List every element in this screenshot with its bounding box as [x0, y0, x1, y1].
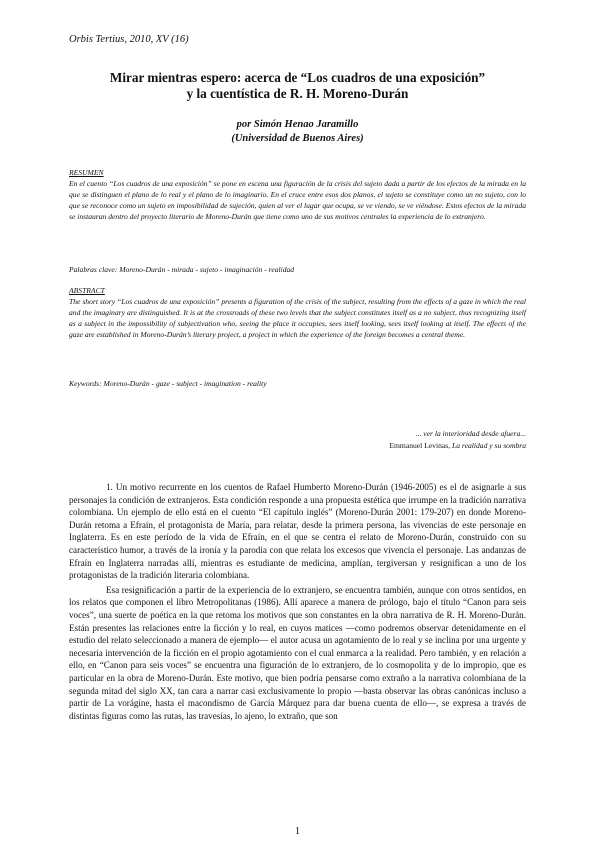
article-title — [69, 70, 526, 102]
resumen-block — [69, 168, 526, 223]
epigraph — [226, 428, 526, 452]
author-block — [69, 118, 526, 146]
paragraph-1: 1. Un motivo recurrente en los cuentos de Rafael Humberto Moreno-Durán (1946-2005) es el de asignarle a sus personajes la condición de extranjeros. Esta condición responde a una propuesta estética que irrumpe en la tradición narrativa colombiana. Un ejemplo de ello está en el cuento “El capítulo inglés” (Moreno-Durán 2001: 179-207) en donde Moreno-Durán retoma a Efraín, el protagonista de María, para relatar, desde la primera persona, las vivencias de este personaje en Inglaterra. Es en este período de la vida de Efraín, en el que se centra el relato de Moreno-Durán, construido con su característico humor, a través de la ironía y la parodia con que relata los excesos que vivencia el personaje. Las andanzas de Efraín en Inglaterra narradas allí, mientras es estudiante de medicina, amplían, tergiversan y resignifican a uno de los protagonistas de la tradición literaria colombiana. — [69, 482, 526, 581]
body-text — [69, 481, 526, 722]
title-line-1: Mirar mientras espero: acerca de “Los cuadros de una exposición” — [109, 70, 486, 85]
abstract-block — [69, 286, 526, 341]
epigraph-quote: ... ver la interioridad desde afuera... — [415, 429, 526, 438]
epigraph-author: Emmanuel Levinas, — [389, 441, 453, 450]
epigraph-work: La realidad y su sombra — [452, 441, 526, 450]
page-number: 1 — [294, 826, 301, 837]
author-name: por Simón Henao Jaramillo — [236, 119, 359, 130]
paragraph-2: Esa resignificación a partir de la experiencia de lo extranjero, se encuentra también, aunque con otros sentidos, en los relatos que componen el libro Metropolitanas (1986). Allí aparece a manera de prólogo, bajo el título “Canon para seis voces”, una suerte de poética en la que retoma los motivos que son constantes en la obra narrativa de R. H. Moreno-Durán. Están presentes las relaciones entre la ficción y lo real, en cuyos matices —como podremos observar detenidamente en el estudio del relato seleccionado a manera de ejemplo— el autor acusa un agotamiento de lo real y se inclina por una urgente y necesaria intervención de la ficción en el propio agotamiento con el cual enmarca a la realidad. Pero también, y en relación a ello, en “Canon para seis voces” se encuentra una figuración de lo extranjero, de lo cosmopolita y de lo impropio, que es particular en la obra de Moreno-Durán. Este motivo, que bien podría pensarse como extraño a la narrativa colombiana de la segunda mitad del siglo XX, tan cara a narrar casi exclusivamente lo propio —basta observar las obras canónicas incluso a partir de La vorágine, hasta el macondismo de García Márquez para dar buena cuenta de ello—, se expresa a través de distintas figuras como las rutas, las travesías, lo ajeno, lo extraño, que son — [69, 584, 526, 721]
abstract-text: The short story “Los cuadros de una exposición” presents a figuration of the crisis of the subject, resulting from the effects of a gaze in which the real and the imaginary are distinguished. It is at the crossroads of these two levels that the subject constitutes itself as a no subject, thus recognizing itself as a subject in the impossibility of subjectivation who, seeing the place it occupies, sees itself looking, sees itself looking at itself. The effects of the gaze are established in Moreno-Durán’s literary project, a project in which the experience of the foreign becomes a central theme. — [69, 296, 526, 339]
resumen-text: En el cuento “Los cuadros de una exposición” se pone en escena una figuración de la crisis del sujeto dada a partir de los efectos de la mirada en la que se distinguen el plano de lo real y el plano de lo imaginario. En el cruce entre esos dos planos, el sujeto se constituye como un no sujeto, con lo que se reconoce como un sujeto en imposibilidad de sujeción, quien al ver el lugar que ocupa, se ve viendo, se ve viéndose. Estos efectos de la mirada se instauran dentro del proyecto literario de Moreno-Durán que tiene como uno de sus motivos centrales la experiencia de lo extranjero. — [69, 178, 526, 221]
author-affiliation: (Universidad de Buenos Aires) — [231, 133, 364, 144]
running-head: Orbis Tertius, 2010, XV (16) — [69, 34, 189, 45]
abstract-heading: ABSTRACT — [69, 286, 105, 295]
resumen-heading: RESUMEN — [69, 168, 104, 177]
title-line-2: y la cuentística de R. H. Moreno-Durán — [186, 86, 409, 101]
epigraph-source — [226, 440, 526, 452]
palabras-clave: Palabras clave: Moreno-Durán - mirada - sujeto - imaginación - realidad — [69, 265, 295, 274]
keywords: Keywords: Moreno-Durán - gaze - subject - imagination - reality — [69, 379, 267, 388]
